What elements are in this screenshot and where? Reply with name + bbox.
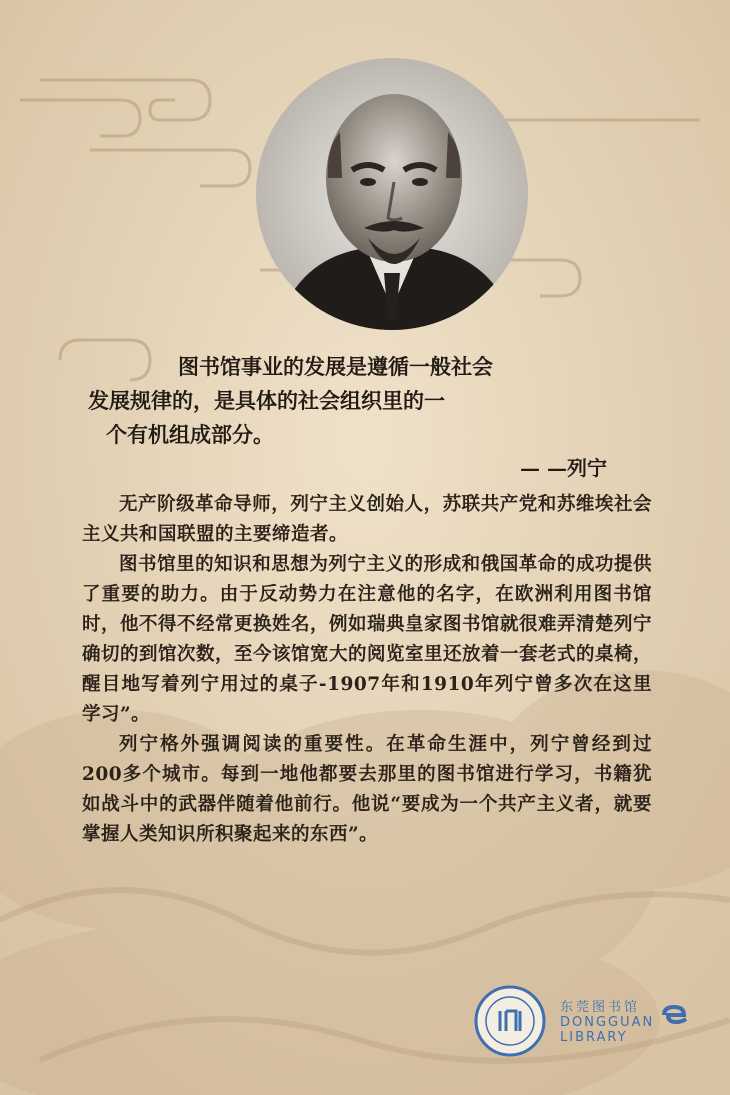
library-name-en-1: DONGGUAN (560, 1015, 655, 1030)
quote-line: 个有机组成部分。 (106, 422, 274, 447)
quote-line: 图书馆事业的发展是遵循一般社会 (178, 354, 493, 379)
paragraph: 图书馆里的知识和思想为列宁主义的形成和俄国革命的成功提供了重要的助力。由于反动势力在注意他的名字，在欧洲利用图书馆时，他不得不经常更换姓名，例如瑞典皇家图书馆就很难弄清楚列宁确切的到馆次数，至今该馆宽大的阅览室里还放着一套老式的桌椅，醒目地写着列宁用过的桌子-1907年和1910年列宁曾多次在这里学习”。 (82, 554, 653, 725)
lenin-portrait (256, 58, 528, 330)
dongguan-library-logo (560, 996, 654, 1045)
paragraph: 列宁格外强调阅读的重要性。在革命生涯中，列宁曾经到过200多个城市。每到一地他都要去那里的图书馆进行学习，书籍犹如战斗中的武器伴随着他前行。他说“要成为一个共产主义者，就要掌握人类知识所积聚起来的东西”。 (82, 734, 652, 845)
library-name-en-2: LIBRARY (560, 1030, 628, 1045)
quote-attribution: — —列宁 (520, 456, 607, 480)
portrait-image (256, 58, 528, 330)
library-e-icon (660, 1004, 690, 1026)
quote-line: 发展规律的，是具体的社会组织里的一 (88, 388, 445, 413)
school-seal-logo (474, 985, 546, 1057)
paragraph: 无产阶级革命导师，列宁主义创始人，苏联共产党和苏维埃社会主义共和国联盟的主要缔造者。 (82, 494, 652, 545)
lenin-quote (88, 350, 628, 452)
biography-text (82, 490, 652, 850)
library-name-cn: 东莞图书馆 (560, 1000, 641, 1015)
